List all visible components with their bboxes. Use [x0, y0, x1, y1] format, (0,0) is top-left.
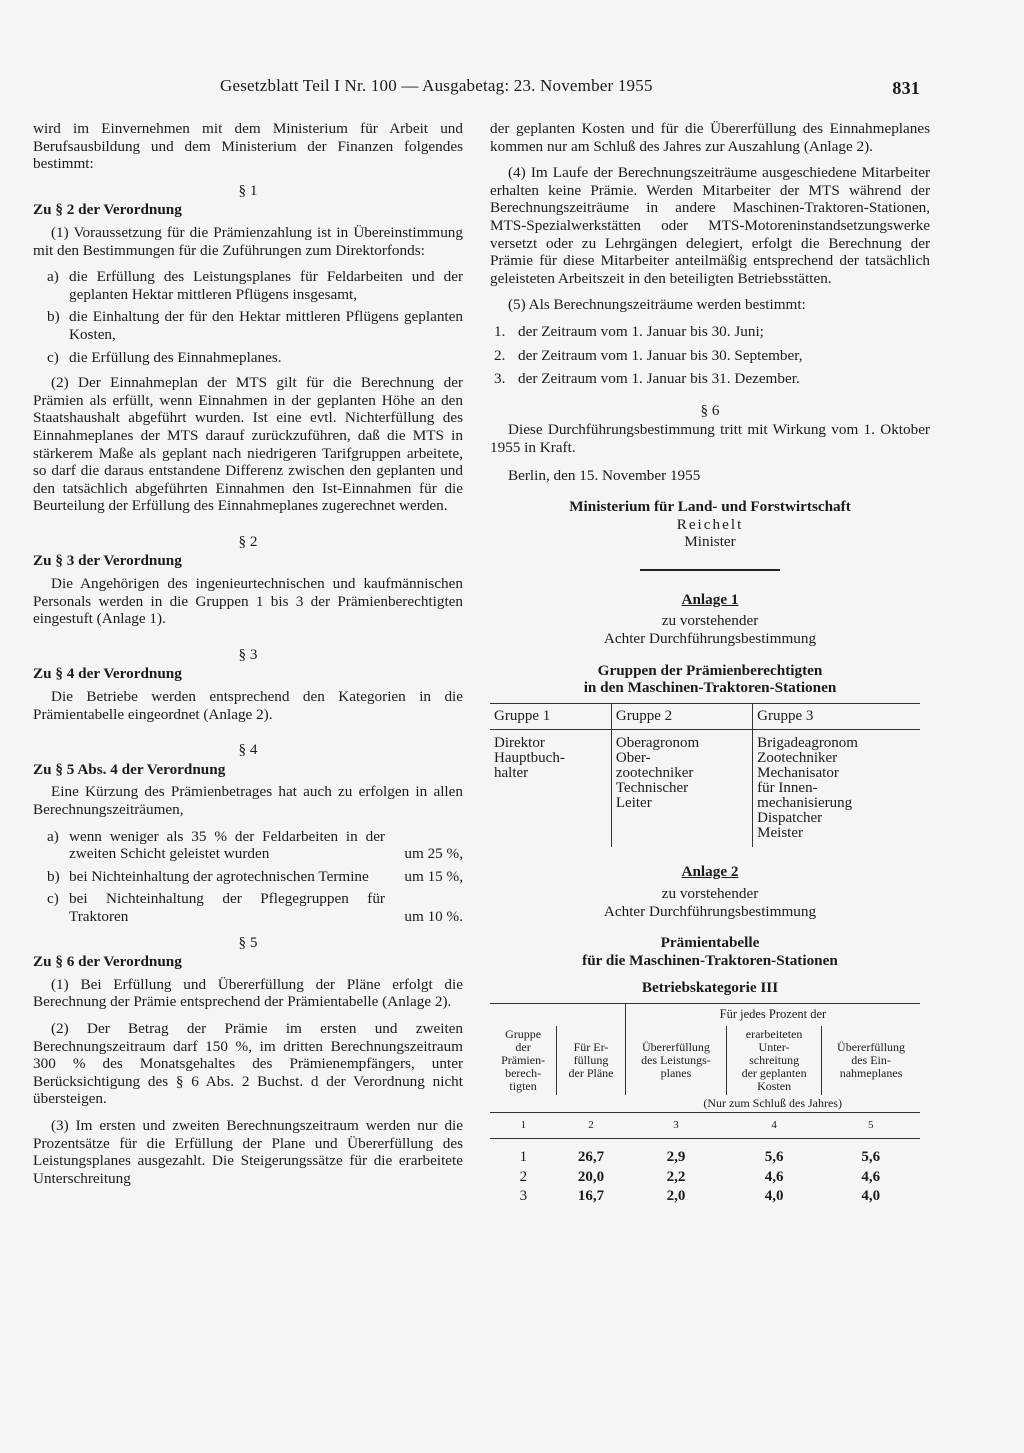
section-heading: Zu § 3 der Verordnung — [33, 552, 182, 570]
table-title: Prämientabelle — [660, 934, 760, 952]
list-item: 3. der Zeitraum vom 1. Januar bis 31. Dezember. — [494, 370, 800, 388]
date-line: Berlin, den 15. November 1955 — [508, 466, 701, 484]
list-item: c) die Erfüllung des Einnahmeplanes. — [47, 348, 282, 366]
table-header: Gruppe der Prämien- berech- tigten — [501, 1026, 546, 1093]
table-title: Gruppen der Prämienberechtigten — [597, 661, 823, 679]
section-sign: § 3 — [238, 645, 258, 663]
table-header: Für Er- füllung der Pläne — [557, 1026, 626, 1095]
table-title: in den Maschinen-Traktoren-Stationen — [583, 679, 837, 697]
paragraph: (2) Der Einnahmeplan der MTS gilt für die Berechnung der Prämien als erfüllt, wenn Einnahmen in der geplanten Höhe an den Staatshaushalt abgeführt wurden. Ist eine evtl. Nichterfüllung des Einnahmeplanes der MTS darauf zurückzuführen, daß die MTS in stärkerem Maße als geplant nach niedrigeren Tarifgruppen arbeitete, so darf die daraus entstandene Differenz zwischen den geplanten und den tatsächlich abgeführten Einnahmen den Ist-Einnahmen für die Beurteilung der Erfüllung des Einnahmeplanes zugerechnet werden. — [33, 374, 463, 515]
paragraph: Die Angehörigen des ingenieurtechnischen und kaufmännischen Personals werden in die Gruppen 1 bis 3 der Prämienberechtigten eingestuft (Anlage 1). — [33, 575, 463, 628]
right-column — [490, 120, 930, 1207]
paragraph: (1) Bei Erfüllung und Übererfüllung der Pläne erfolgt die Berechnung der Prämie entsprechend der Prämientabelle (Anlage 2). — [33, 975, 463, 1011]
section-sign: § 1 — [238, 181, 258, 199]
category-title: Betriebskategorie III — [641, 979, 779, 997]
page-number: 831 — [892, 78, 920, 98]
paragraph: (4) Im Laufe der Berechnungszeiträume ausgeschiedene Mitarbeiter erhalten keine Prämie. Werden Mitarbeiter der MTS während der Berechnungszeiträume in andere Maschinen-Traktoren-Stationen, MTS-Spezialwerkstätten oder MTS-Motoreninstandsetzungswerke versetzt oder zu Lehrgängen delegiert, erfolgt die Berechnung der Prämie für diese Mitarbeiter anteilmäßig entsprechend der tatsächlich geleisteten Arbeitszeit in den beteiligten Betriebsstätten. — [490, 164, 930, 287]
anlage-subtitle: Achter Durchführungsbestimmung — [603, 902, 817, 920]
section-heading: Zu § 2 der Verordnung — [33, 201, 182, 219]
table-header: Gruppe 1 — [490, 703, 611, 730]
ministry-name: Ministerium für Land- und Forstwirtschaft — [569, 498, 851, 516]
section-sign: § 6 — [700, 401, 720, 419]
table-row: 1 2 3 4 5 — [490, 1112, 920, 1139]
section-sign: § 2 — [238, 532, 258, 550]
table-title: für die Maschinen-Traktoren-Stationen — [582, 951, 838, 969]
section-sign: § 5 — [238, 933, 258, 951]
list-item: a) wenn weniger als 35 % der Feldarbeiten in der zweiten Schicht geleistet wurden um 25 %, — [47, 827, 463, 863]
table-cell: Brigadeagronom Zootechniker Mechanisator für Innen- mechanisierung Dispatcher Meister — [753, 730, 920, 848]
table-header: Übererfüllung des Ein- nahmeplanes — [822, 1026, 920, 1095]
header-title: Gesetzblatt Teil I Nr. 100 — Ausgabetag: 23. November 1955 — [220, 76, 653, 95]
paragraph: Eine Kürzung des Prämienbetrages hat auch zu erfolgen in allen Berechnungszeiträumen, — [33, 783, 463, 818]
paragraph: Diese Durchführungsbestimmung tritt mit Wirkung vom 1. Oktober 1955 in Kraft. — [490, 421, 930, 456]
divider — [640, 569, 780, 571]
table-cell: Direktor Hauptbuch- halter — [494, 735, 565, 782]
paragraph: der geplanten Kosten und für die Übererfüllung des Einnahmeplanes kommen nur am Schluß des Jahres zur Auszahlung (Anlage 2). — [490, 120, 930, 155]
table-header: Übererfüllung des Leistungs- planes — [625, 1026, 726, 1095]
paragraph: (3) Im ersten und zweiten Berechnungszeitraum werden nur die Prozentsätze für die Erfüllung der Plane und Übererfüllung des Leistungsplanes ausgezahlt. Die Steigerungssätze für die erarbeitete Unterschreitung — [33, 1116, 463, 1187]
reduction-list — [33, 828, 463, 926]
table-row: 3 16,7 2,0 4,0 4,0 — [519, 1188, 881, 1205]
table-header: Für jedes Prozent der — [625, 1004, 920, 1026]
intro-text: wird im Einvernehmen mit dem Ministerium für Arbeit und Berufsausbildung und dem Ministerium der Finanzen folgendes bestimmt: — [33, 120, 463, 173]
table-cell: Oberagronom Ober- zootechniker Technischer Leiter — [611, 730, 752, 848]
list-item: b) die Einhaltung der für den Hektar mittleren Pflügens geplanten Kosten, — [47, 308, 463, 343]
section-heading: Zu § 5 Abs. 4 der Verordnung — [33, 760, 226, 778]
paragraph: (2) Der Betrag der Prämie im ersten und zweiten Berechnungszeitraum darf 150 %, im dritten Berechnungszeitraum 300 % des Monatsgehaltes des Prämienempfängers, unter Berücksichtigung des § 6 Abs. 2 Buchst. d der Verordnung nicht übersteigen. — [33, 1019, 463, 1108]
list-item: 1. der Zeitraum vom 1. Januar bis 30. Juni; — [494, 322, 764, 340]
anlage-1-title: Anlage 1 — [681, 590, 739, 608]
table-header: Gruppe 3 — [753, 703, 920, 730]
period-list — [490, 323, 930, 388]
signer-title: Minister — [684, 533, 736, 551]
list-item: c) bei Nichteinhaltung der Pflegegruppen für Traktoren um 10 %. — [47, 890, 463, 925]
table-note: (Nur zum Schluß des Jahres) — [703, 1095, 842, 1110]
groups-table — [490, 703, 920, 848]
table-header: Gruppe 2 — [611, 703, 752, 730]
list-item: b) bei Nichteinhaltung der agrotechnischen Termine um 15 %, — [47, 867, 463, 885]
table-row: 2 20,0 2,2 4,6 4,6 — [519, 1168, 881, 1185]
signer-name: Reichelt — [676, 515, 744, 533]
paragraph: (5) Als Berechnungszeiträume werden bestimmt: — [508, 296, 806, 314]
list-item: a) die Erfüllung des Leistungsplanes für Feldarbeiten und der geplanten Hektar mittleren Pflügens insgesamt, — [47, 268, 463, 303]
section-heading: Zu § 6 der Verordnung — [33, 953, 182, 971]
bonus-table — [490, 1003, 920, 1207]
table-header: erarbeiteten Unter- schreitung der geplanten Kosten — [727, 1026, 822, 1095]
paragraph: (1) Voraussetzung für die Prämienzahlung ist in Übereinstimmung mit den Bestimmungen für die Zuführungen zum Direktorfonds: — [33, 223, 463, 259]
section-heading: Zu § 4 der Verordnung — [33, 665, 182, 683]
left-column — [33, 120, 463, 1196]
anlage-2-title: Anlage 2 — [681, 863, 739, 881]
paragraph: Die Betriebe werden entsprechend den Kategorien in die Prämientabelle eingeordnet (Anlage 2). — [33, 688, 463, 723]
anlage-subtitle: zu vorstehender — [661, 612, 759, 630]
list-item: 2. der Zeitraum vom 1. Januar bis 30. September, — [494, 346, 803, 364]
table-row: 1 26,7 2,9 5,6 5,6 — [519, 1149, 881, 1166]
section-sign: § 4 — [238, 741, 258, 759]
condition-list — [33, 268, 463, 366]
anlage-subtitle: zu vorstehender — [661, 885, 759, 903]
anlage-subtitle: Achter Durchführungsbestimmung — [603, 630, 817, 648]
